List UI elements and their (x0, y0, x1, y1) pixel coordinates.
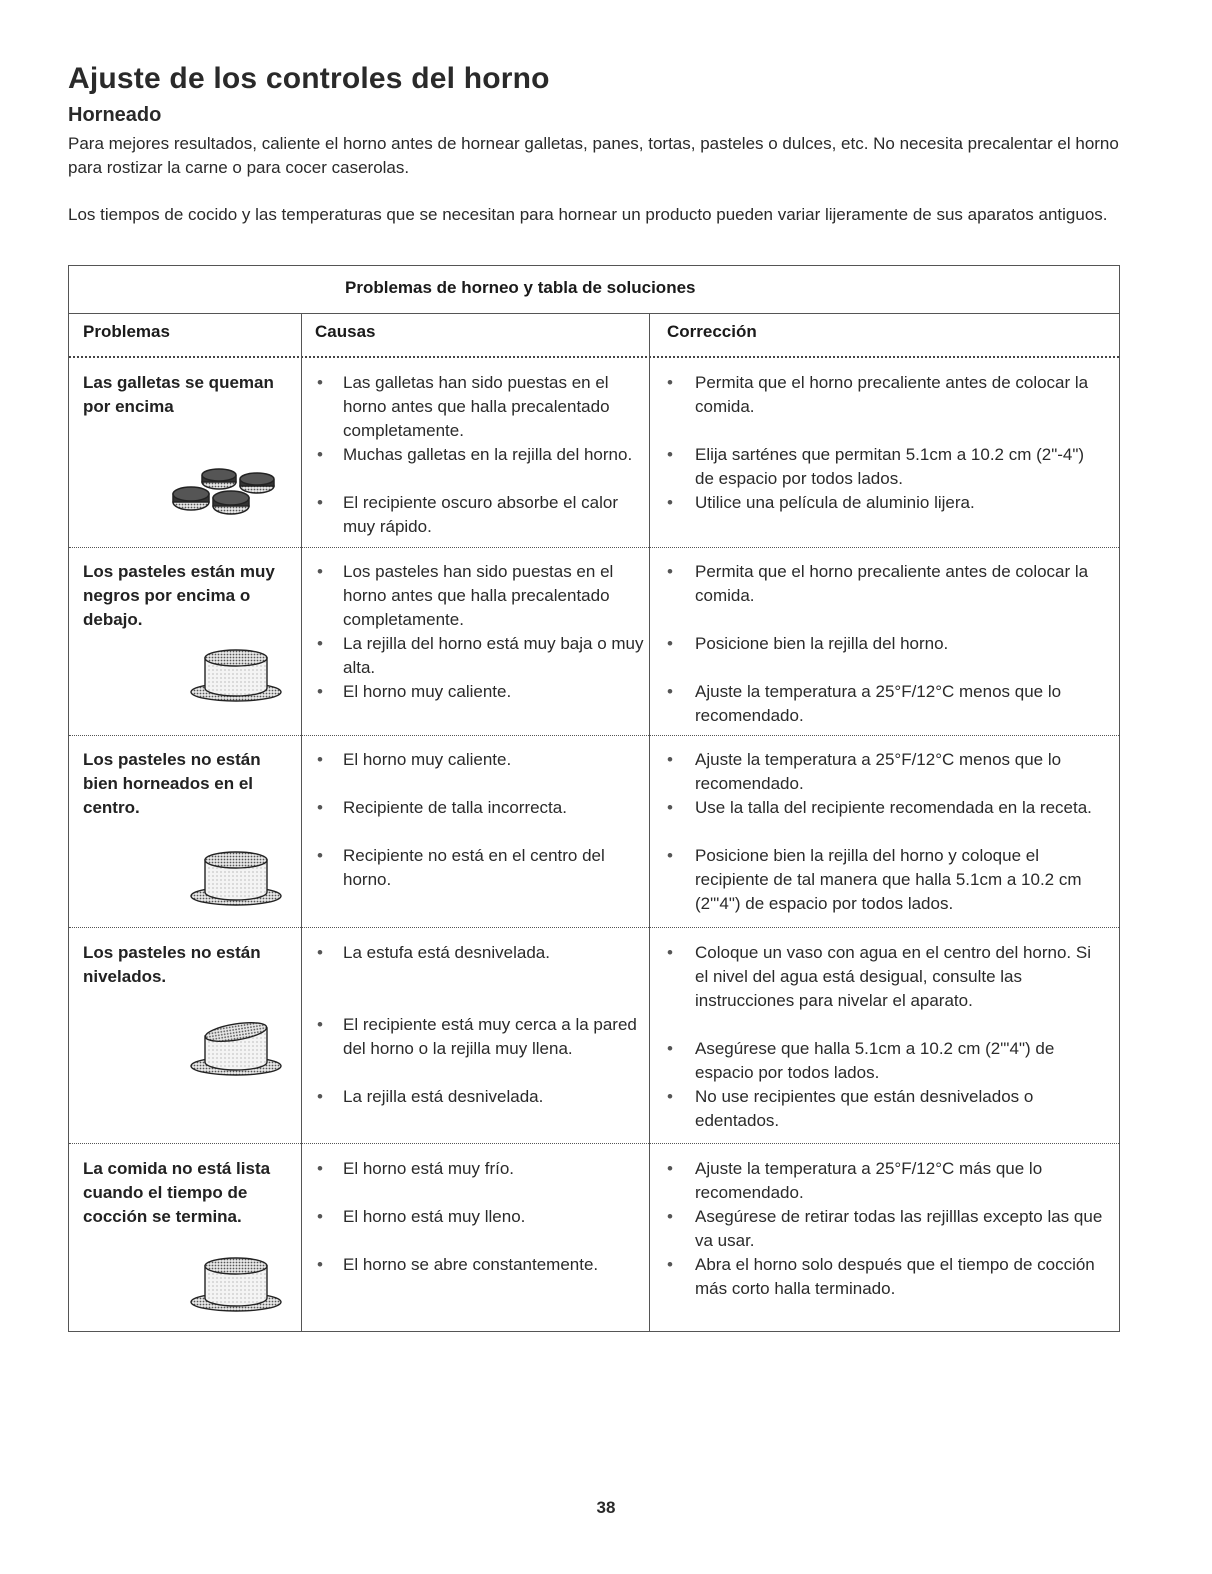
bullet: • (667, 373, 673, 392)
bullet: • (667, 445, 673, 464)
bullet: • (317, 445, 323, 464)
cause-item (317, 371, 645, 443)
column-header-problems: Problemas (83, 322, 170, 341)
fix-text: Ajuste la temperatura a 25°F/12°C menos que lo recomendado. (695, 750, 1062, 793)
fix-text: Asegúrese de retirar todas las rejilllas excepto las que va usar. (695, 1207, 1103, 1250)
table-row (69, 548, 1119, 736)
cause-text: Recipiente no está en el centro del horno. (343, 846, 605, 889)
bullet: • (667, 846, 673, 865)
table-row (69, 928, 1119, 1144)
fix-text: Posicione bien la rejilla del horno y coloque el recipiente de tal manera que halla 5.1cm a 10.2 cm (2"'4") de espacio por todos lados. (695, 846, 1082, 913)
page-title: Ajuste de los controles del horno (68, 62, 550, 95)
bullet: • (317, 373, 323, 392)
cause-item (317, 796, 645, 820)
cause-item (317, 748, 645, 772)
fix-item (667, 748, 1107, 796)
fix-text: Asegúrese que halla 5.1cm a 10.2 cm (2"'4") de espacio por todos lados. (695, 1039, 1055, 1082)
fix-text: Permita que el horno precaliente antes de colocar la comida. (695, 373, 1089, 416)
bullet: • (667, 1255, 673, 1274)
cause-text: El horno está muy frío. (343, 1159, 515, 1178)
bullet: • (667, 493, 673, 512)
cause-item (317, 560, 645, 632)
fix-text: Coloque un vaso con agua en el centro del horno. Si el nivel del agua está desigual, consulte las instrucciones para nivelar el aparato. (695, 943, 1091, 1010)
bullet: • (667, 943, 673, 962)
fix-item (667, 1157, 1107, 1205)
section-title: Horneado (68, 104, 162, 126)
cause-text: Recipiente de talla incorrecta. (343, 798, 567, 817)
cause-text: El horno se abre constantemente. (343, 1255, 599, 1274)
cause-text: Las galletas han sido puestas en el horno antes que halla precalentado completamente. (343, 373, 610, 440)
bullet: • (317, 562, 323, 581)
column-header-causes: Causas (315, 322, 376, 341)
cause-text: El horno está muy lleno. (343, 1207, 526, 1226)
cake-icon (187, 1252, 285, 1314)
cause-item (317, 491, 645, 539)
cause-item (317, 680, 645, 704)
table-caption: Problemas de horneo y tabla de soluciones (69, 266, 1119, 314)
fix-item (667, 680, 1107, 728)
cause-text: La estufa está desnivelada. (343, 943, 550, 962)
fix-item (667, 1205, 1107, 1253)
bullet: • (667, 682, 673, 701)
cause-text: El horno muy caliente. (343, 750, 512, 769)
fix-item (667, 796, 1107, 820)
fix-item (667, 443, 1107, 491)
fix-item (667, 941, 1107, 1013)
column-header-correction: Corrección (667, 322, 757, 341)
bullet: • (317, 682, 323, 701)
table-row (69, 736, 1119, 928)
table-row (69, 358, 1119, 548)
problem-label: Los pasteles no están bien horneados en el centro. (83, 750, 261, 817)
cause-item (317, 1205, 645, 1229)
fix-item (667, 1085, 1107, 1133)
bullet: • (317, 493, 323, 512)
bullet: • (667, 1087, 673, 1106)
fix-item (667, 560, 1107, 608)
cause-item (317, 1085, 645, 1109)
bullet: • (317, 634, 323, 653)
bullet: • (667, 562, 673, 581)
bullet: • (667, 750, 673, 769)
cause-text: El horno muy caliente. (343, 682, 512, 701)
fix-text: Abra el horno solo después que el tiempo de cocción más corto halla terminado. (695, 1255, 1095, 1298)
intro-paragraph: Para mejores resultados, caliente el horno antes de hornear galletas, panes, tortas, pasteles o dulces, etc. No necesita precalentar el horno para rostizar la carne o para cocer caserolas. (68, 134, 1119, 177)
cause-text: El recipiente está muy cerca a la pared del horno o la rejilla muy llena. (343, 1015, 637, 1058)
fix-item (667, 1253, 1107, 1301)
bullet: • (317, 1207, 323, 1226)
cause-text: La rejilla del horno está muy baja o muy alta. (343, 634, 644, 677)
cause-item (317, 1157, 645, 1181)
cause-item (317, 1253, 645, 1277)
fix-text: Elija sarténes que permitan 5.1cm a 10.2 cm (2"-4") de espacio por todos lados. (695, 445, 1085, 488)
problem-label: Los pasteles están muy negros por encima o debajo. (83, 562, 275, 629)
fix-item (667, 491, 1107, 515)
problem-label: La comida no está lista cuando el tiempo de cocción se termina. (83, 1159, 271, 1226)
fix-item (667, 1037, 1107, 1085)
cake-icon (187, 846, 285, 908)
table-row (69, 1144, 1119, 1332)
cause-item (317, 632, 645, 680)
page-number: 38 (596, 1498, 616, 1517)
fix-text: No use recipientes que están desnivelados o edentados. (695, 1087, 1034, 1130)
tilted-cake-icon (187, 1016, 285, 1080)
fix-text: Ajuste la temperatura a 25°F/12°C más que lo recomendado. (695, 1159, 1043, 1202)
fix-text: Permita que el horno precaliente antes de colocar la comida. (695, 562, 1089, 605)
cause-text: La rejilla está desnivelada. (343, 1087, 544, 1106)
fix-text: Ajuste la temperatura a 25°F/12°C menos que lo recomendado. (695, 682, 1062, 725)
bullet: • (317, 1087, 323, 1106)
cookies-icon (169, 464, 279, 522)
bullet: • (317, 750, 323, 769)
bullet: • (317, 1255, 323, 1274)
cause-text: Los pasteles han sido puestas en el horno antes que halla precalentado completamente. (343, 562, 614, 629)
fix-item (667, 632, 1107, 656)
fix-text: Use la talla del recipiente recomendada en la receta. (695, 798, 1092, 817)
fix-text: Utilice una película de aluminio lijera. (695, 493, 975, 512)
bullet: • (667, 1207, 673, 1226)
cause-text: El recipiente oscuro absorbe el calor muy rápido. (343, 493, 618, 536)
fix-item (667, 844, 1107, 916)
bullet: • (317, 1015, 323, 1034)
cause-item (317, 941, 645, 965)
problem-label: Los pasteles no están nivelados. (83, 943, 261, 986)
bullet: • (667, 1039, 673, 1058)
cause-item (317, 443, 645, 467)
bullet: • (317, 943, 323, 962)
cake-icon (187, 644, 285, 704)
cause-text: Muchas galletas en la rejilla del horno. (343, 445, 633, 464)
bullet: • (667, 634, 673, 653)
fix-item (667, 371, 1107, 419)
bullet: • (317, 846, 323, 865)
bullet: • (667, 1159, 673, 1178)
problem-label: Las galletas se queman por encima (83, 373, 274, 416)
cause-item (317, 844, 645, 892)
cause-item (317, 1013, 645, 1061)
bullet: • (317, 798, 323, 817)
bullet: • (317, 1159, 323, 1178)
table-header (69, 314, 1119, 358)
bullet: • (667, 798, 673, 817)
intro-paragraph-2: Los tiempos de cocido y las temperaturas que se necesitan para hornear un producto pueden variar lijeramente de sus aparatos antiguos. (68, 205, 1108, 224)
fix-text: Posicione bien la rejilla del horno. (695, 634, 949, 653)
troubleshooting-table (68, 265, 1120, 1332)
